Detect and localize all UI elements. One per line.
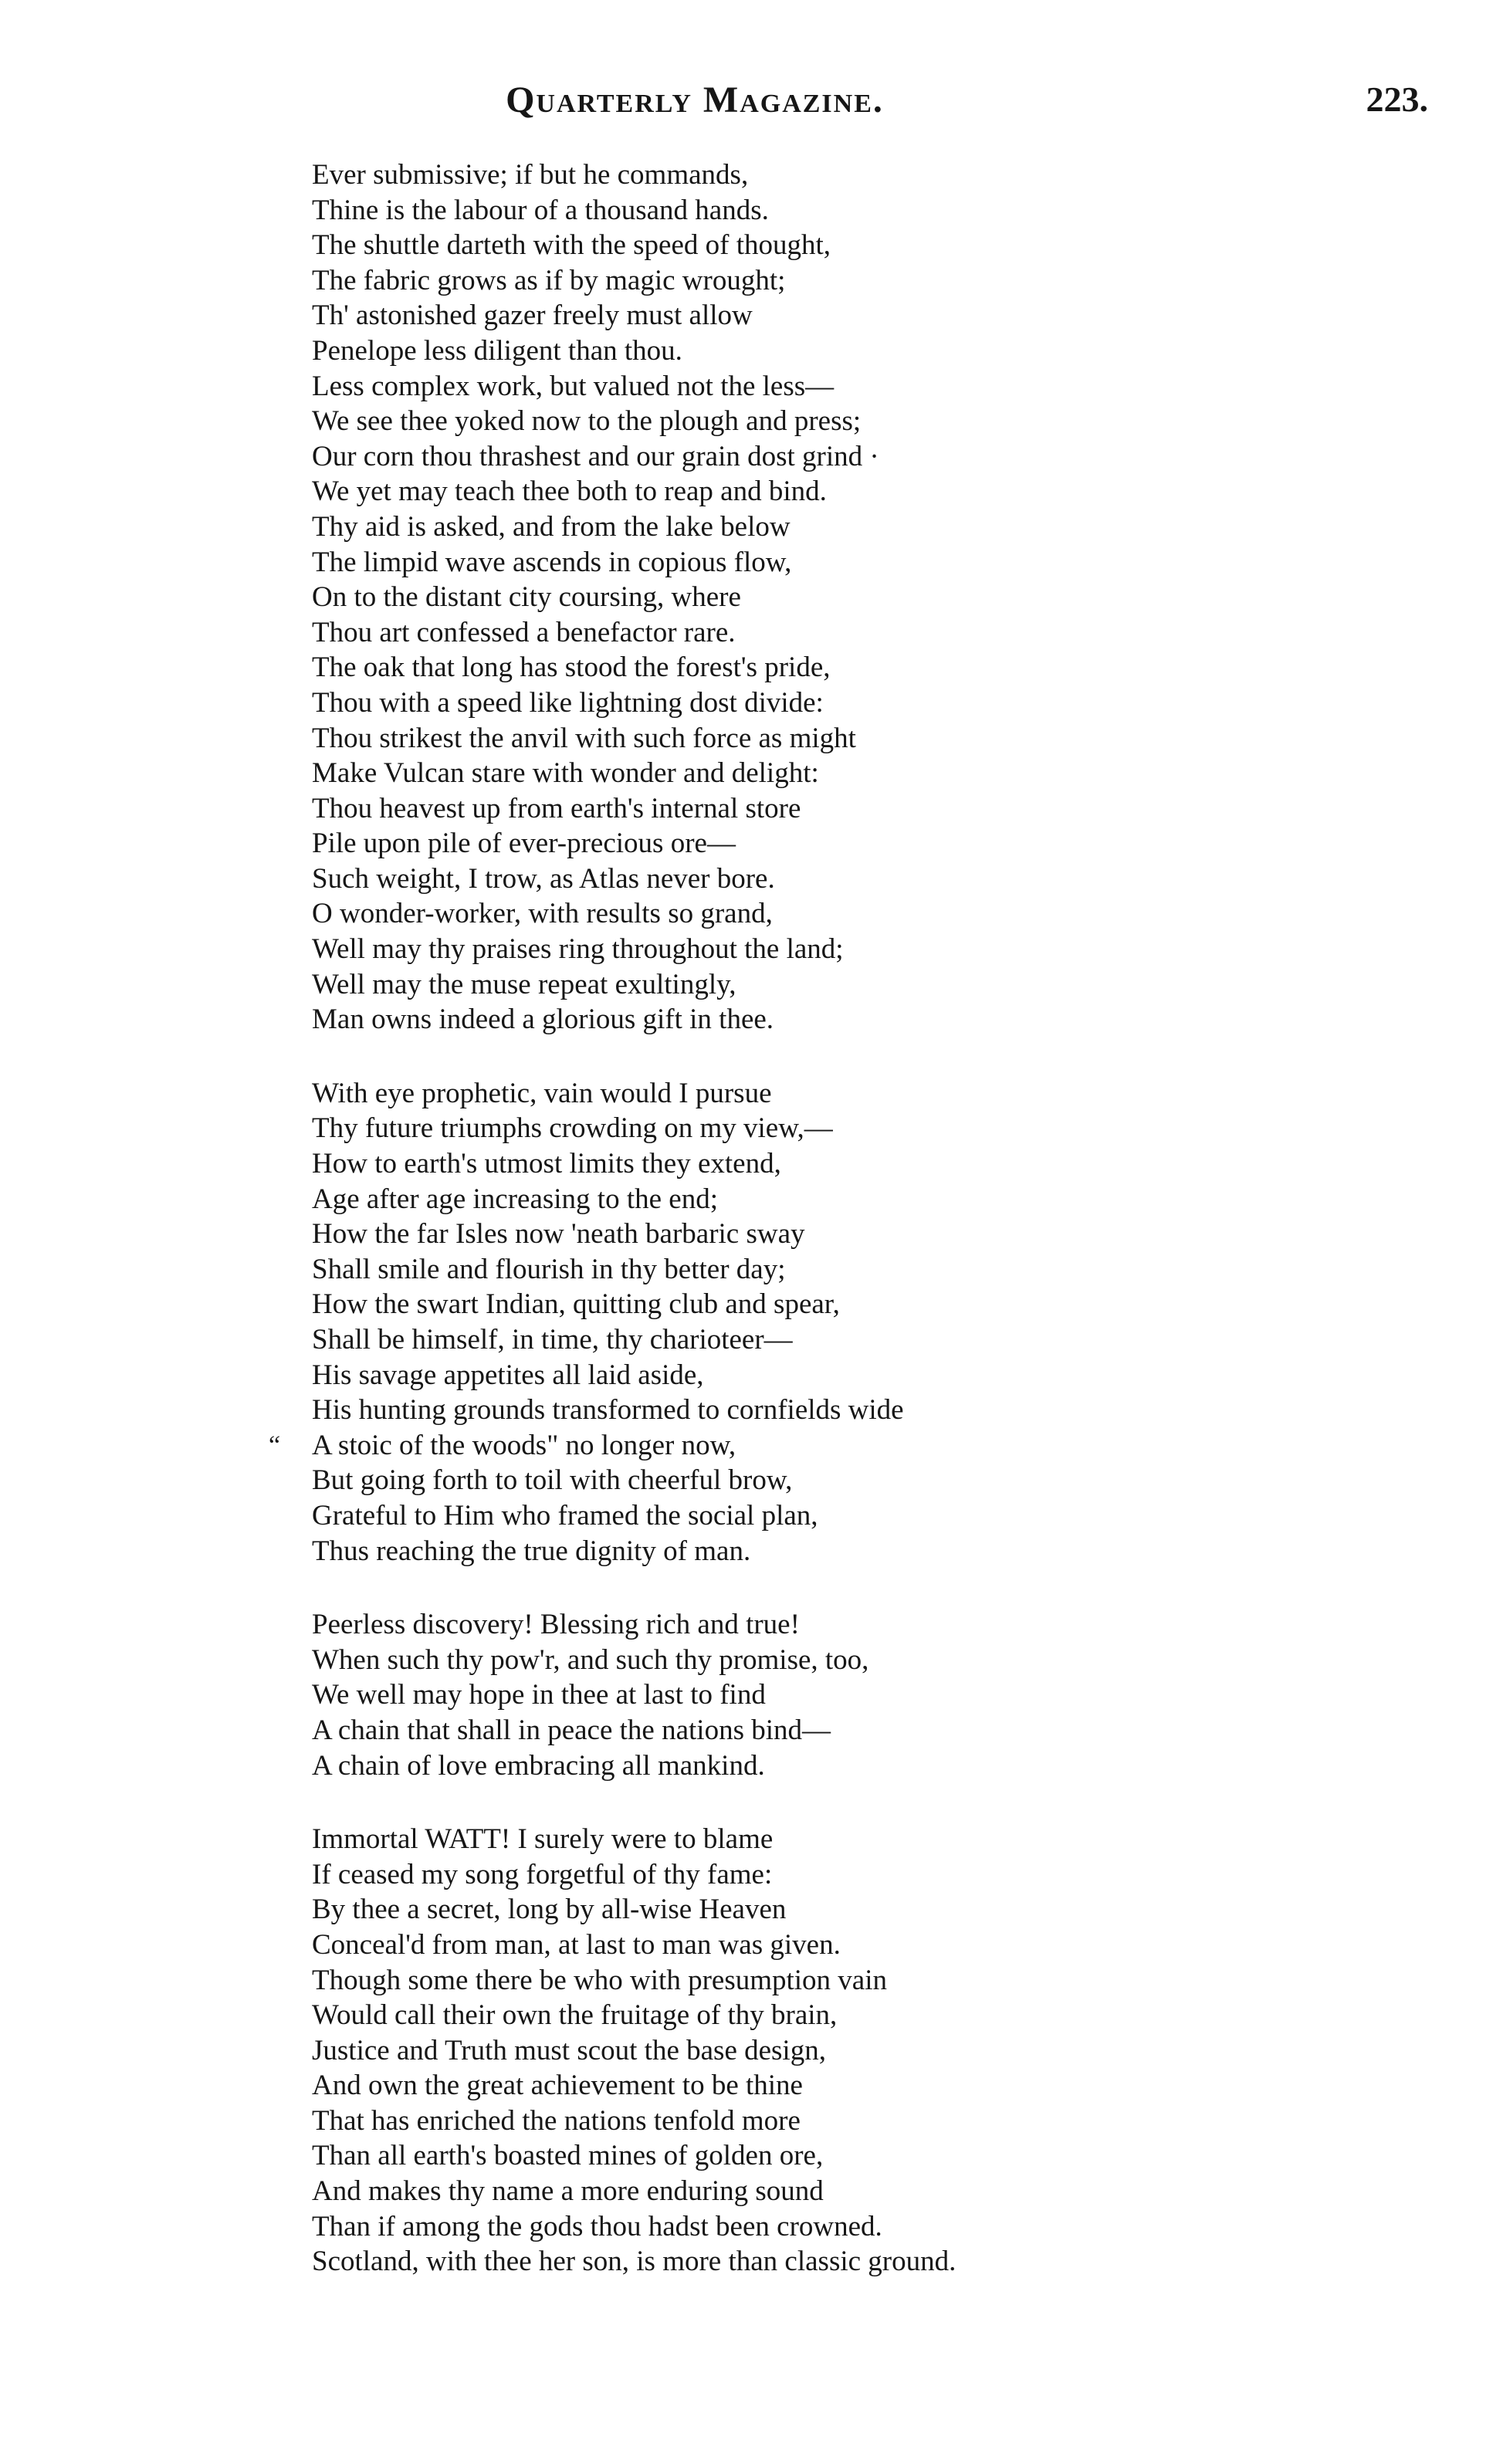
poem-line: Such weight, I trow, as Atlas never bore. — [312, 862, 775, 895]
poem-line: Pile upon pile of ever-precious ore— — [312, 828, 736, 860]
poem-line: If ceased my song forgetful of thy fame: — [312, 1858, 773, 1890]
poem-line: We well may hope in thee at last to find — [312, 1679, 766, 1711]
poem-line: Thine is the labour of a thousand hands. — [312, 194, 769, 226]
stanza-1 — [312, 157, 1315, 1037]
poem-line: Than if among the gods thou hadst been crowned. — [312, 2210, 882, 2242]
poem-line: On to the distant city coursing, where — [312, 581, 741, 614]
poem-line: Thus reaching the true dignity of man. — [312, 1535, 751, 1567]
poem-line: How the far Isles now 'neath barbaric sway — [312, 1218, 805, 1251]
stanza-4 — [312, 1822, 1315, 2280]
poem-line: A stoic of the woods" no longer now, — [312, 1429, 736, 1461]
poem-line: How to earth's utmost limits they extend, — [312, 1148, 781, 1180]
poem-line: With eye prophetic, vain would I pursue — [312, 1077, 772, 1109]
poem-line: We see thee yoked now to the plough and press; — [312, 405, 862, 438]
poem-line: Age after age increasing to the end; — [312, 1183, 718, 1215]
poem-line: Man owns indeed a glorious gift in thee. — [312, 1004, 774, 1036]
poem-line: Less complex work, but valued not the less— — [312, 370, 835, 402]
poem-line: That has enriched the nations tenfold more — [312, 2104, 801, 2137]
poem-line: Grateful to Him who framed the social plan, — [312, 1499, 818, 1532]
poem-line: Shall be himself, in time, thy charioteer— — [312, 1324, 793, 1356]
poem-line: Th' astonished gazer freely must allow — [312, 300, 753, 332]
running-title: Quarterly Magazine. — [506, 80, 884, 120]
poem-line: O wonder-worker, with results so grand, — [312, 898, 773, 930]
poem-line: Our corn thou thrashest and our grain dost grind · — [312, 440, 879, 472]
poem-line: Ever submissive; if but he commands, — [312, 159, 749, 191]
poem-line: The limpid wave ascends in copious flow, — [312, 546, 792, 578]
poem-line: Than all earth's boasted mines of golden ore, — [312, 2140, 824, 2172]
poem-line: How the swart Indian, quitting club and spear, — [312, 1288, 840, 1321]
stanza-3 — [312, 1607, 1315, 1783]
poem-line: Thou heavest up from earth's internal store — [312, 792, 801, 824]
poem-line: Penelope less diligent than thou. — [312, 334, 682, 367]
poem-line: Peerless discovery! Blessing rich and true! — [312, 1609, 800, 1641]
poem-line: Thou art confessed a benefactor rare. — [312, 616, 736, 648]
poem-line: His savage appetites all laid aside, — [312, 1359, 704, 1391]
stanza-2 — [312, 1076, 1315, 1569]
poem-line: The fabric grows as if by magic wrought; — [312, 264, 786, 296]
poem — [312, 157, 1315, 2280]
poem-line: The shuttle darteth with the speed of thought, — [312, 229, 831, 262]
opening-quote-mark: “ — [269, 1430, 281, 1460]
poem-line: Scotland, with thee her son, is more than classic ground. — [312, 2246, 956, 2278]
poem-line: The oak that long has stood the forest's pride, — [312, 652, 831, 684]
page-number: 223. — [1366, 80, 1428, 119]
poem-line: Shall smile and flourish in thy better day; — [312, 1253, 786, 1285]
poem-line: Conceal'd from man, at last to man was given. — [312, 1928, 841, 1961]
poem-line: Immortal WATT! I surely were to blame — [312, 1823, 774, 1856]
poem-line: His hunting grounds transformed to cornfields wide — [312, 1394, 904, 1427]
poem-line: And makes thy name a more enduring sound — [312, 2175, 824, 2208]
poem-line: By thee a secret, long by all-wise Heaven — [312, 1894, 787, 1926]
poem-line: Would call their own the fruitage of thy brain, — [312, 1999, 838, 2032]
poem-line: A chain that shall in peace the nations bind— — [312, 1714, 831, 1746]
poem-line: Well may thy praises ring throughout the land; — [312, 933, 844, 966]
poem-line: Thy future triumphs crowding on my view,— — [312, 1112, 833, 1145]
poem-line: Though some there be who with presumption vain — [312, 1964, 888, 1996]
poem-line: Thy aid is asked, and from the lake below — [312, 510, 791, 543]
poem-line: We yet may teach thee both to reap and bind. — [312, 476, 827, 508]
poem-line: Justice and Truth must scout the base design, — [312, 2034, 826, 2066]
poem-line: Thou strikest the anvil with such force as might — [312, 722, 856, 754]
poem-line: And own the great achievement to be thine — [312, 2070, 803, 2102]
poem-line: When such thy pow'r, and such thy promise, too, — [312, 1643, 869, 1676]
poem-line: Make Vulcan stare with wonder and delight: — [312, 757, 819, 790]
poem-line: Well may the muse repeat exultingly, — [312, 968, 736, 1000]
poem-line: But going forth to toil with cheerful brow, — [312, 1464, 793, 1497]
poem-line: Thou with a speed like lightning dost divide: — [312, 686, 824, 719]
running-head — [0, 79, 1510, 133]
poem-line: A chain of love embracing all mankind. — [312, 1749, 765, 1782]
